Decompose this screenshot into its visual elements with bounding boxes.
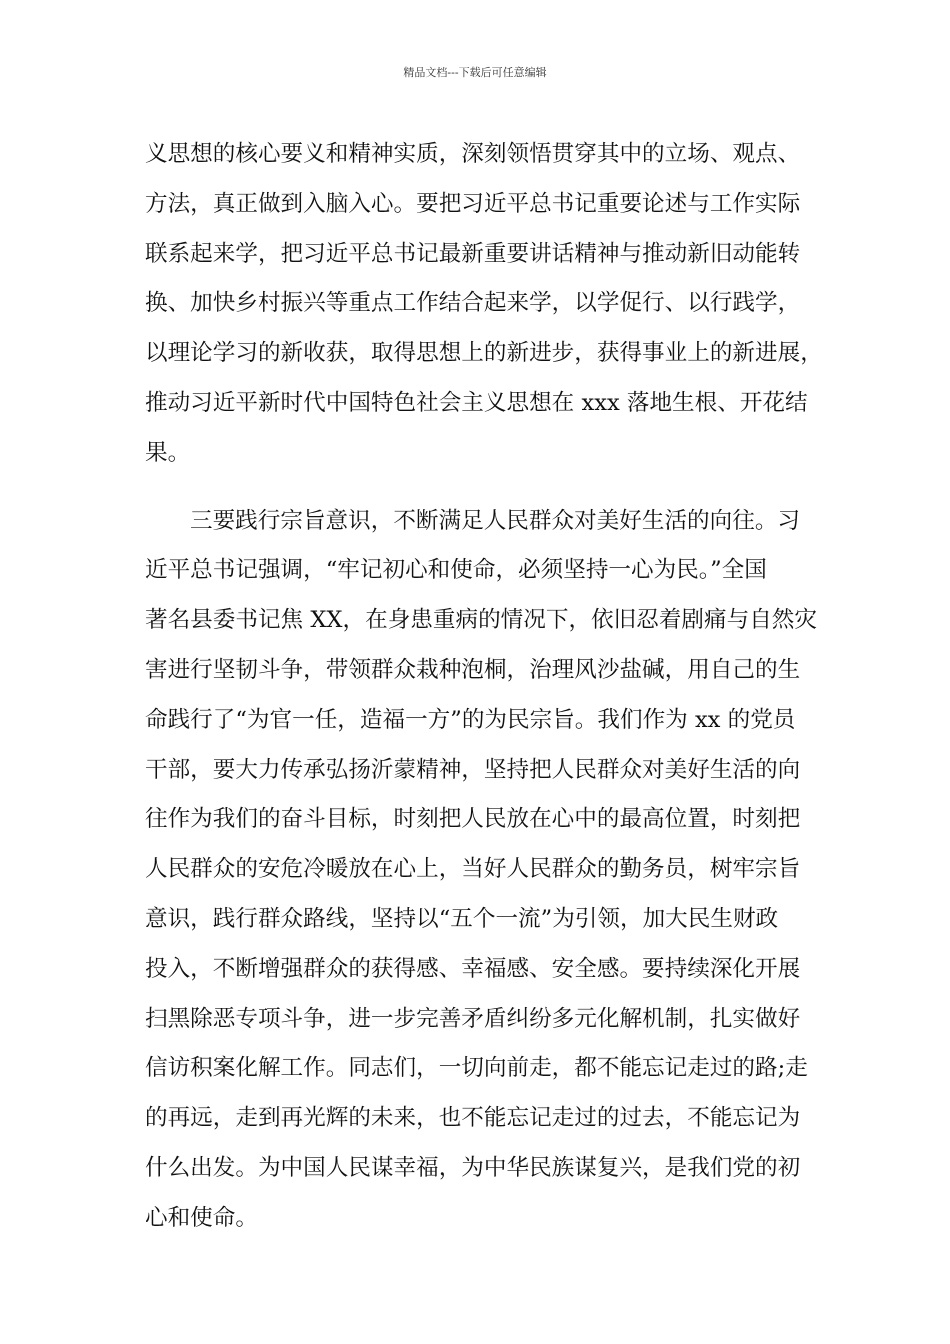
paragraph-line: 心和使命。 <box>145 1204 258 1231</box>
paragraph-line: 以理论学习的新收获，取得思想上的新进步，获得事业上的新进展， <box>145 340 823 367</box>
paragraph-gap <box>145 479 815 497</box>
paragraph-line: 三要践行宗旨意识，不断满足人民群众对美好生活的向往。习 <box>190 507 801 534</box>
paragraph-2 <box>145 497 815 1244</box>
paragraph-line: 义思想的核心要义和精神实质，深刻领悟贯穿其中的立场、观点、 <box>145 141 801 167</box>
paragraph-line: 的再远，走到再光辉的未来，也不能忘记走过的过去，不能忘记为 <box>145 1105 801 1132</box>
paragraph-line: 信访积案化解工作。同志们，一切向前走，都不能忘记走过的路;走 <box>145 1055 808 1082</box>
paragraph-line: 意识，践行群众路线，坚持以“五个一流”为引领，加大民生财政 <box>145 905 779 932</box>
page-header: 精品文档---下载后可任意编辑 <box>403 66 547 79</box>
paragraph-line: 方法，真正做到入脑入心。要把习近平总书记重要论述与工作实际 <box>145 190 801 217</box>
paragraph-line: 投入，不断增强群众的获得感、幸福感、安全感。要持续深化开展 <box>145 955 801 982</box>
paragraph-line: 往作为我们的奋斗目标，时刻把人民放在心中的最高位置，时刻把 <box>145 806 801 833</box>
paragraph-line: 换、加快乡村振兴等重点工作结合起来学，以学促行、以行践学， <box>145 290 801 317</box>
paragraph-1 <box>145 130 823 479</box>
paragraph-line: 联系起来学，把习近平总书记最新重要讲话精神与推动新旧动能转 <box>145 240 801 267</box>
paragraph-line: 果。 <box>145 439 191 466</box>
paragraph-line: 扫黑除恶专项斗争，进一步完善矛盾纠纷多元化解机制，扎实做好 <box>145 1005 801 1032</box>
paragraph-line: 什么出发。为中国人民谋幸福，为中华民族谋复兴，是我们党的初 <box>145 1154 801 1181</box>
paragraph-line: 著名县委书记焦 XX，在身患重病的情况下，依旧忍着剧痛与自然灾 <box>145 607 817 634</box>
paragraph-line: 害进行坚韧斗争，带领群众栽种泡桐，治理风沙盐碱，用自己的生 <box>145 656 801 683</box>
paragraph-line: 人民群众的安危冷暖放在心上，当好人民群众的勤务员，树牢宗旨 <box>145 856 801 883</box>
paragraph-line: 干部，要大力传承弘扬沂蒙精神，坚持把人民群众对美好生活的向 <box>145 756 801 783</box>
paragraph-line: 推动习近平新时代中国特色社会主义思想在 xxx 落地生根、开花结 <box>145 389 808 416</box>
paragraph-line: 近平总书记强调，“牢记初心和使命，必须坚持一心为民。”全国 <box>145 557 767 584</box>
document-body <box>145 130 823 1244</box>
paragraph-line: 命践行了“为官一任，造福一方”的为民宗旨。我们作为 xx 的党员 <box>145 706 796 733</box>
